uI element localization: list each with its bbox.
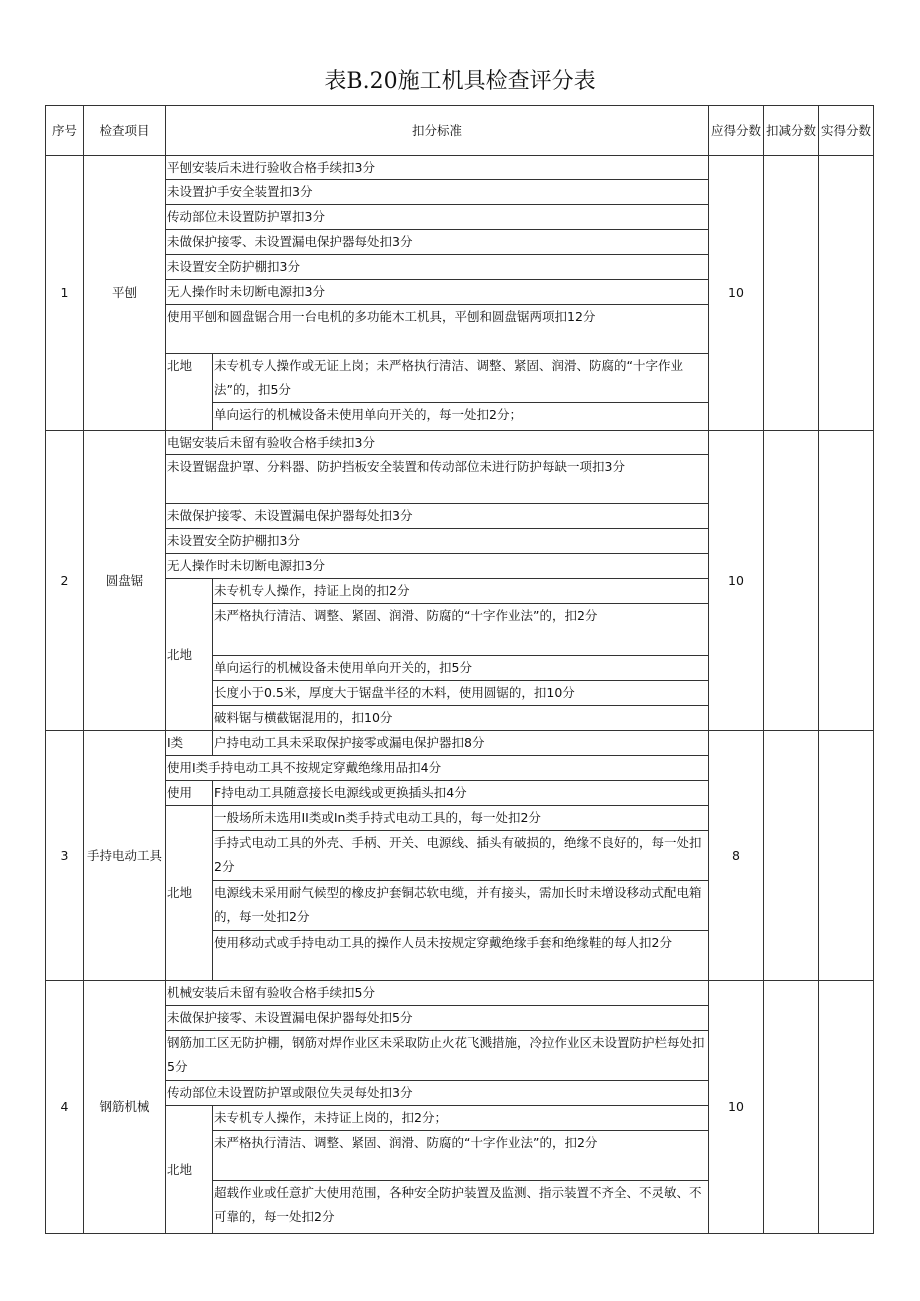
sub-criteria-row [212, 603, 709, 656]
criteria-row-text: 钢筋加工区无防护棚，钢筋对焊作业区未采取防止火花飞溅措施，冷拉作业区未设置防护栏每处扣5分 [167, 1035, 705, 1074]
sub-criteria-row-text: 未严格执行清洁、调整、紧固、润滑、防腐的“十字作业法”的，扣2分 [214, 1135, 598, 1150]
row-label-text: 使用 [167, 785, 193, 800]
sub-criteria-row [212, 705, 709, 731]
deduct-score-cell [763, 155, 819, 431]
sub-criteria-row-text: 未专机专人操作，未持证上岗的，扣2分； [214, 1110, 447, 1125]
criteria-row-text: 传动部位未设置防护罩扣3分 [167, 209, 325, 224]
row-label-text: I类 [167, 735, 184, 750]
criteria-row-text: 未做保护接零、未设置漏电保护器每处扣3分 [167, 508, 413, 523]
criteria-row-text: 未做保护接零、未设置漏电保护器每处扣3分 [167, 234, 413, 249]
criteria-row-text: 使用平刨和圆盘锯合用一台电机的多功能木工机具，平刨和圆盘锯两项扣12分 [167, 309, 596, 324]
criteria-row [165, 204, 709, 230]
should-score-text: 10 [728, 285, 744, 300]
sub-group-label [165, 578, 213, 731]
sub-criteria-row [212, 353, 709, 403]
criteria-row [165, 553, 709, 579]
sub-criteria-row [212, 880, 709, 931]
sub-group-label-text: 北地 [167, 885, 193, 900]
criteria-row-text: 未设置护手安全装置扣3分 [167, 184, 313, 199]
criteria-row-text: 传动部位未设置防护罩或限位失灵每处扣3分 [167, 1085, 413, 1100]
sub-criteria-row [212, 680, 709, 706]
deduct-score-cell [763, 430, 819, 731]
criteria-row [165, 430, 709, 455]
criteria-row [165, 1030, 709, 1081]
sub-criteria-row-text: 超载作业或任意扩大使用范围，各种安全防护装置及监测、指示装置不齐全、不灵敏、不可靠的，每一处扣2分 [214, 1185, 702, 1224]
sub-criteria-row [212, 930, 709, 981]
section-item [83, 980, 166, 1234]
sub-criteria-row-text: 单向运行的机械设备未使用单向开关的，每一处扣2分； [214, 407, 522, 422]
criteria-row [165, 304, 709, 354]
section-item-text: 钢筋机械 [99, 1099, 150, 1114]
section-number [45, 730, 84, 981]
deduct-score-cell [763, 730, 819, 981]
criteria-row [165, 980, 709, 1006]
sub-criteria-row-text: 手持式电动工具的外壳、手柄、开关、电源线、插头有破损的，绝缘不良好的，每一处扣2分 [214, 835, 702, 874]
sub-criteria-row [212, 655, 709, 681]
criteria-row [165, 528, 709, 554]
criteria-row-text: 无人操作时未切断电源扣3分 [167, 284, 325, 299]
criteria-row [165, 279, 709, 305]
section-number [45, 430, 84, 731]
section-number-text: 4 [60, 1099, 69, 1114]
header-no [45, 105, 84, 156]
criteria-row-text: F持电动工具随意接长电源线或更换插头扣4分 [214, 785, 467, 800]
sub-criteria-row [212, 1180, 709, 1234]
sub-criteria-row-text: 未严格执行清洁、调整、紧固、润滑、防腐的“十字作业法”的，扣2分 [214, 608, 598, 623]
criteria-row-text: 电锯安装后未留有验收合格手续扣3分 [167, 435, 375, 450]
sub-group-label-text: 北地 [167, 1161, 193, 1177]
sub-group-label-text: 北地 [167, 646, 193, 662]
criteria-row [165, 155, 709, 180]
criteria-row-text: 使用I类手持电动工具不按规定穿戴绝缘用品扣4分 [167, 760, 442, 775]
page-title: 表B.20施工机具检查评分表 [324, 69, 596, 94]
section-number [45, 980, 84, 1234]
header-should-score-text: 应得分数 [710, 122, 761, 138]
section-item-text: 平刨 [111, 285, 137, 300]
header-should-score [708, 105, 764, 156]
sub-group-label-text: 北地 [167, 358, 193, 373]
sub-criteria-row [212, 1105, 709, 1131]
should-score-text: 10 [728, 572, 744, 588]
header-actual-score-text: 实得分数 [820, 122, 871, 138]
header-item [83, 105, 166, 156]
sub-criteria-row-text: 未专机专人操作或无证上岗；未严格执行清洁、调整、紧固、润滑、防腐的“十字作业法”的，扣5分 [214, 358, 683, 397]
criteria-row [165, 1080, 709, 1106]
header-criteria [165, 105, 709, 156]
section-number [45, 155, 84, 431]
should-score-text: 10 [728, 1099, 744, 1114]
sub-criteria-row-text: 长度小于0.5米，厚度大于锯盘半径的木料，使用圆锯的，扣10分 [214, 685, 575, 700]
criteria-row-text: 平刨安装后未进行验收合格手续扣3分 [167, 160, 375, 175]
section-item [83, 155, 166, 431]
section-number-text: 2 [60, 572, 69, 588]
sub-group-label [165, 805, 213, 981]
sub-criteria-row-text: 使用移动式或手持电动工具的操作人员未按规定穿戴绝缘手套和绝缘鞋的每人扣2分 [214, 935, 672, 950]
should-score [708, 430, 764, 731]
sub-criteria-row-text: 电源线未采用耐气候型的橡皮护套铜芯软电缆，并有接头，需加长时未增设移动式配电箱的，每一处扣2分 [214, 885, 702, 924]
actual-score-cell [818, 430, 874, 731]
section-item-text: 圆盘锯 [105, 572, 144, 588]
criteria-row [165, 254, 709, 280]
should-score-text: 8 [732, 847, 740, 863]
criteria-row [212, 780, 709, 806]
section-number-text: 1 [60, 285, 69, 300]
criteria-row [165, 503, 709, 529]
header-criteria-text: 扣分标准 [411, 122, 462, 138]
criteria-row-text: 未做保护接零、未设置漏电保护器每处扣5分 [167, 1010, 413, 1025]
sub-criteria-row-text: 一般场所未选用II类或In类手持式电动工具的，每一处扣2分 [214, 810, 541, 825]
header-item-text: 检查项目 [99, 122, 150, 138]
sub-group-label [165, 353, 213, 431]
actual-score-cell [818, 155, 874, 431]
header-deduct-score-text: 扣减分数 [765, 122, 816, 138]
criteria-row-text: 无人操作时未切断电源扣3分 [167, 558, 325, 573]
deduct-score-cell [763, 980, 819, 1234]
section-item-text: 手持电动工具 [86, 847, 162, 863]
criteria-row-text: 未设置安全防护棚扣3分 [167, 259, 300, 274]
sub-criteria-row [212, 402, 709, 431]
criteria-row [165, 1005, 709, 1031]
criteria-row-text: 未设置安全防护棚扣3分 [167, 533, 300, 548]
sub-criteria-row-text: 破料锯与横截锯混用的，扣10分 [214, 710, 393, 725]
should-score [708, 980, 764, 1234]
header-actual-score [818, 105, 874, 156]
sub-group-label [165, 1105, 213, 1234]
sub-criteria-row [212, 830, 709, 881]
criteria-row-text: 未设置锯盘护罩、分料器、防护挡板安全装置和传动部位未进行防护每缺一项扣3分 [167, 459, 625, 474]
sub-criteria-row-text: 单向运行的机械设备未使用单向开关的，扣5分 [214, 660, 472, 675]
row-label [165, 780, 213, 806]
header-no-text: 序号 [51, 122, 77, 138]
criteria-row-text: 户持电动工具未采取保护接零或漏电保护器扣8分 [214, 735, 485, 750]
criteria-row-text: 机械安装后未留有验收合格手续扣5分 [167, 985, 375, 1000]
section-item [83, 430, 166, 731]
sub-criteria-row [212, 805, 709, 831]
criteria-row [165, 454, 709, 504]
header-deduct-score [763, 105, 819, 156]
sub-criteria-row [212, 578, 709, 604]
should-score [708, 155, 764, 431]
sub-criteria-row-text: 未专机专人操作，持证上岗的扣2分 [214, 583, 410, 598]
criteria-row [165, 179, 709, 205]
row-label [165, 730, 213, 756]
criteria-row [165, 229, 709, 255]
actual-score-cell [818, 980, 874, 1234]
criteria-row [212, 730, 709, 756]
should-score [708, 730, 764, 981]
criteria-row [165, 755, 709, 781]
sub-criteria-row [212, 1130, 709, 1181]
section-number-text: 3 [60, 847, 69, 863]
section-item [83, 730, 166, 981]
actual-score-cell [818, 730, 874, 981]
